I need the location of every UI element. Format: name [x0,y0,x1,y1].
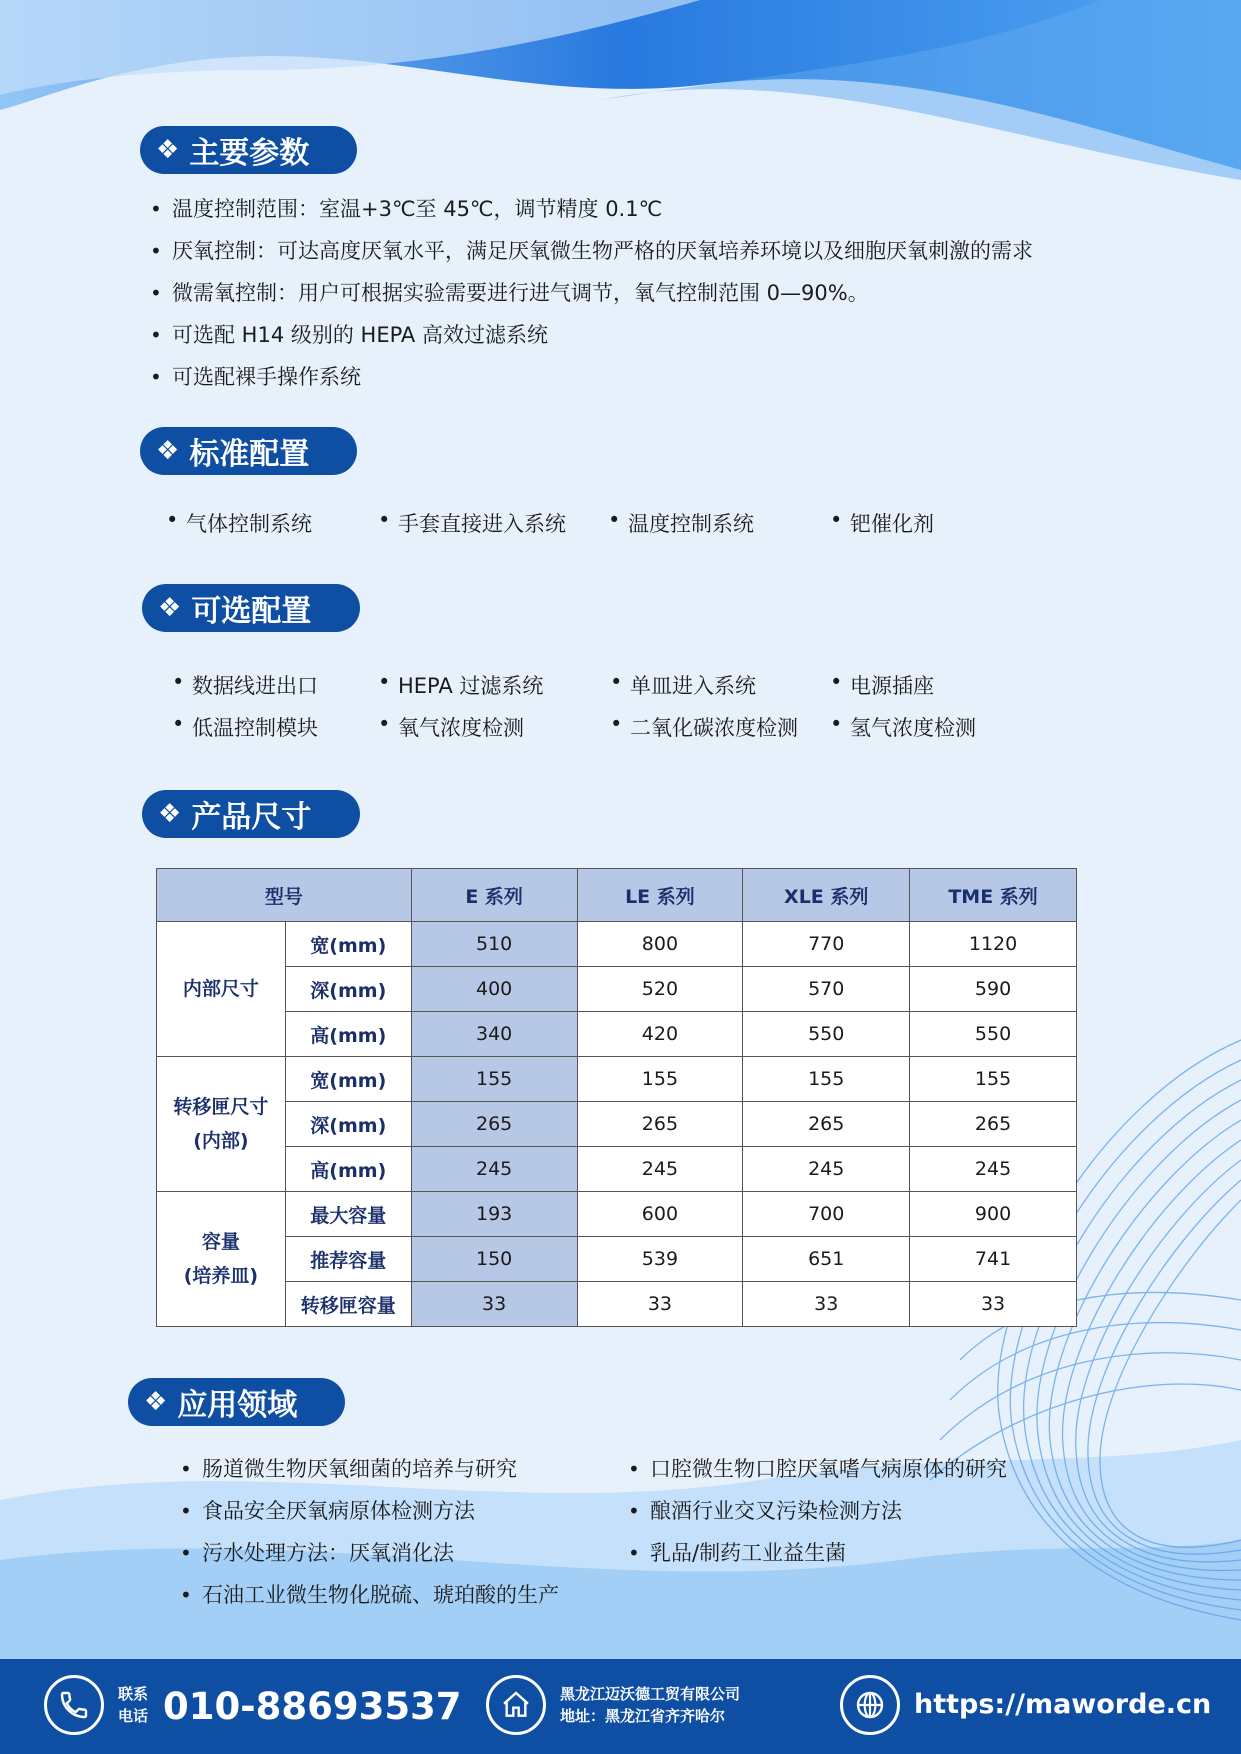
section-header-main-params [140,126,357,174]
section-header-optional-config [142,584,360,632]
table-cell: 900 [910,1192,1077,1237]
table-cell: 539 [577,1237,743,1282]
table-cell: 550 [743,1012,910,1057]
table-row [157,1057,1077,1102]
row-label: 宽(mm) [285,1057,411,1102]
table-cell: 245 [577,1147,743,1192]
group-label: 转移匣尺寸 (内部) [157,1057,286,1192]
table-row [157,922,1077,967]
footer-bar [0,1659,1241,1754]
applications-left-list [180,1448,559,1616]
diamond-bullet-icon: ❖ [144,1387,166,1417]
table-row [157,1102,1077,1147]
list-item: • 可选配 H14 级别的 HEPA 高效过滤系统 [150,314,1033,356]
row-label: 深(mm) [285,967,411,1012]
list-item: • 微需氧控制：用户可根据实验需要进行进气调节，氧气控制范围 0—90%。 [150,272,1033,314]
table-cell: 800 [577,922,743,967]
header-model: 型号 [157,869,412,922]
website-link[interactable]: https://maworde.cn [914,1689,1212,1720]
list-item: • HEPA 过滤系统 [378,670,543,700]
diamond-bullet-icon: ❖ [156,135,178,165]
row-label: 高(mm) [285,1012,411,1057]
company-info [560,1683,740,1727]
list-item: • 低温控制模块 [172,712,318,742]
table-cell: 245 [910,1147,1077,1192]
table-cell: 33 [910,1282,1077,1327]
row-label: 深(mm) [285,1102,411,1147]
list-item: • 温度控制系统 [608,508,754,538]
table-cell: 33 [577,1282,743,1327]
table-cell: 400 [411,967,577,1012]
table-cell: 265 [910,1102,1077,1147]
section-title: 产品尺寸 [191,800,312,835]
table-cell: 155 [743,1057,910,1102]
table-cell: 700 [743,1192,910,1237]
table-cell: 770 [743,922,910,967]
phone-label: 联系 电话 [118,1685,149,1725]
diamond-bullet-icon: ❖ [156,436,178,466]
table-cell: 155 [577,1057,743,1102]
table-cell: 245 [743,1147,910,1192]
list-item: • 手套直接进入系统 [378,508,566,538]
table-cell: 265 [743,1102,910,1147]
table-row [157,1192,1077,1237]
phone-number: 010-88693537 [163,1685,462,1728]
table-cell: 590 [910,967,1077,1012]
list-item: • 肠道微生物厌氧细菌的培养与研究 [180,1448,559,1490]
table-row [157,1147,1077,1192]
table-cell: 155 [411,1057,577,1102]
table-header-row [157,869,1077,922]
table-cell: 741 [910,1237,1077,1282]
table-cell: 420 [577,1012,743,1057]
dimensions-table [156,868,1077,1327]
header-column: XLE 系列 [743,869,910,922]
table-cell: 265 [577,1102,743,1147]
section-header-applications [128,1378,345,1426]
list-item: • 二氧化碳浓度检测 [610,712,798,742]
section-title: 标准配置 [189,437,310,472]
group-label: 容量 (培养皿) [157,1192,286,1327]
main-params-list [150,188,1033,398]
list-item: • 污水处理方法：厌氧消化法 [180,1532,559,1574]
phone-icon [44,1675,104,1735]
header-column: TME 系列 [910,869,1077,922]
list-item: • 食品安全厌氧病原体检测方法 [180,1490,559,1532]
row-label: 转移匣容量 [285,1282,411,1327]
row-label: 最大容量 [285,1192,411,1237]
table-cell: 570 [743,967,910,1012]
company-address: 地址：黑龙江省齐齐哈尔 [560,1707,726,1725]
list-item: • 氢气浓度检测 [830,712,976,742]
table-row [157,1012,1077,1057]
table-body [157,922,1077,1327]
row-label: 推荐容量 [285,1237,411,1282]
list-item: • 酿酒行业交叉污染检测方法 [628,1490,1007,1532]
section-title: 可选配置 [191,594,312,629]
table-cell: 651 [743,1237,910,1282]
list-item: • 乳品/制药工业益生菌 [628,1532,1007,1574]
table-cell: 33 [411,1282,577,1327]
section-header-dimensions [142,790,360,838]
list-item: • 气体控制系统 [166,508,312,538]
list-item: • 厌氧控制：可达高度厌氧水平，满足厌氧微生物严格的厌氧培养环境以及细胞厌氧刺激的需求 [150,230,1033,272]
list-item: • 可选配裸手操作系统 [150,356,1033,398]
list-item: • 单皿进入系统 [610,670,756,700]
table-cell: 510 [411,922,577,967]
table-cell: 550 [910,1012,1077,1057]
section-title: 应用领域 [177,1388,298,1423]
table-cell: 155 [910,1057,1077,1102]
home-icon [486,1675,546,1735]
list-item: • 氧气浓度检测 [378,712,524,742]
table-cell: 193 [411,1192,577,1237]
applications-right-list [628,1448,1007,1574]
table-cell: 340 [411,1012,577,1057]
table-cell: 600 [577,1192,743,1237]
list-item: • 电源插座 [830,670,934,700]
diamond-bullet-icon: ❖ [158,799,180,829]
table-cell: 520 [577,967,743,1012]
company-name: 黑龙江迈沃德工贸有限公司 [560,1685,741,1703]
table-cell: 33 [743,1282,910,1327]
list-item: • 数据线进出口 [172,670,318,700]
row-label: 高(mm) [285,1147,411,1192]
list-item: • 石油工业微生物化脱硫、琥珀酸的生产 [180,1574,559,1616]
table-row [157,1282,1077,1327]
row-label: 宽(mm) [285,922,411,967]
group-label: 内部尺寸 [157,922,286,1057]
table-cell: 150 [411,1237,577,1282]
diamond-bullet-icon: ❖ [158,593,180,623]
globe-icon [840,1675,900,1735]
table-cell: 1120 [910,922,1077,967]
section-header-standard-config [140,427,357,475]
table-row [157,967,1077,1012]
table-cell: 265 [411,1102,577,1147]
table-cell: 245 [411,1147,577,1192]
list-item: • 钯催化剂 [830,508,934,538]
table-row [157,1237,1077,1282]
header-column: LE 系列 [577,869,743,922]
section-title: 主要参数 [189,136,310,171]
list-item: • 口腔微生物口腔厌氧嗜气病原体的研究 [628,1448,1007,1490]
header-column: E 系列 [411,869,577,922]
list-item: • 温度控制范围：室温+3℃至 45℃，调节精度 0.1℃ [150,188,1033,230]
